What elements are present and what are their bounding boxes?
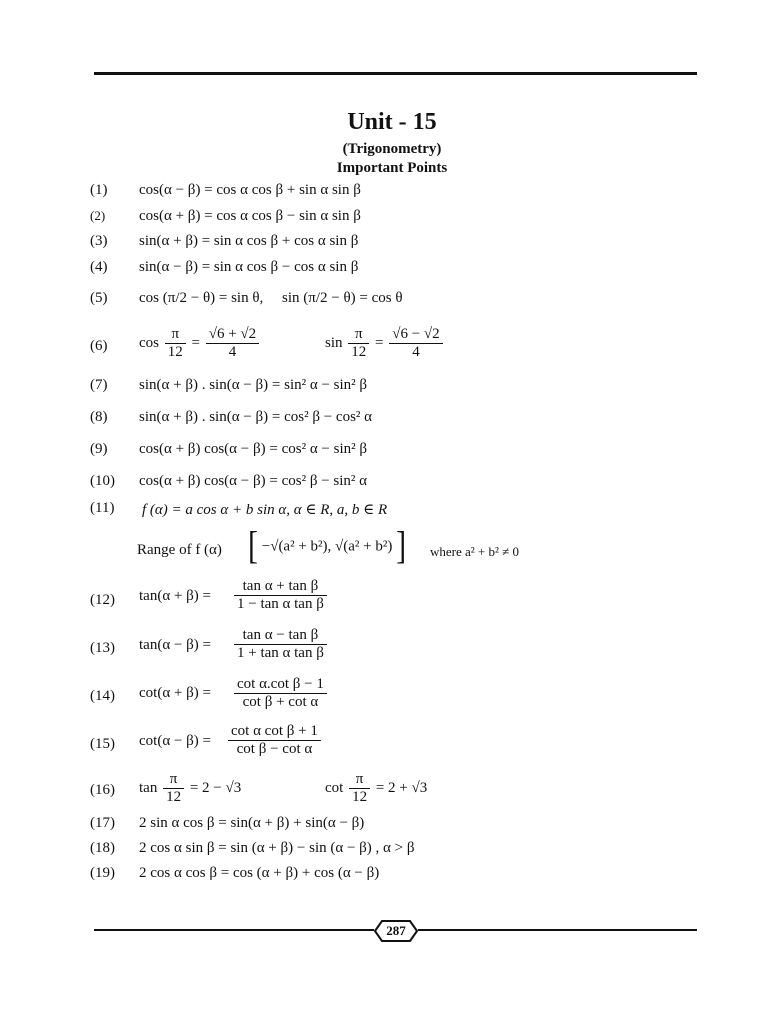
formula-number: (15) (90, 736, 115, 752)
formula-number: (2) (90, 208, 106, 223)
denominator: 12 (166, 789, 182, 805)
fraction (232, 578, 329, 613)
denominator: cot β + cot α (242, 694, 319, 710)
top-rule (94, 72, 697, 75)
formula-number: (11) (90, 500, 115, 516)
denominator: 1 + tan α tan β (237, 645, 324, 661)
formula: cos(α + β) cos(α − β) = cos² α − sin² β (139, 441, 368, 457)
func-name: cos (139, 334, 159, 351)
denominator: 1 − tan α tan β (237, 596, 324, 612)
fraction (163, 771, 184, 806)
result: = 2 + √3 (375, 779, 428, 796)
range-interval (248, 524, 407, 568)
denominator: cot β − cot α (236, 741, 313, 757)
formula-number: (17) (90, 815, 115, 831)
func-name: cot (325, 779, 344, 796)
formula-left: cos (π/2 − θ) = sin θ, (139, 290, 264, 306)
numerator: cot α.cot β − 1 (234, 676, 327, 694)
numerator: π (165, 326, 186, 344)
formula: 2 cos α sin β = sin (α + β) − sin (α − β) , α > β (139, 840, 415, 856)
formula-number: (10) (90, 473, 115, 489)
formula: cos(α − β) = cos α cos β + sin α sin β (139, 182, 361, 198)
func-name: tan (139, 779, 158, 796)
fraction (206, 326, 259, 361)
unit-title: Unit - 15 (347, 109, 437, 135)
numerator: √6 + √2 (206, 326, 259, 344)
footer-rule-left (94, 929, 374, 931)
formula-number: (19) (90, 865, 115, 881)
formula: sin(α − β) = sin α cos β − cos α sin β (139, 259, 359, 275)
formula-number: (5) (90, 290, 108, 306)
range-label: Range of f (α) (137, 542, 222, 558)
numerator: π (163, 771, 184, 789)
formula-number: (4) (90, 259, 108, 275)
func-name: sin (325, 334, 343, 351)
range-condition: where a² + b² ≠ 0 (430, 544, 520, 559)
formula: 2 cos α cos β = cos (α + β) + cos (α − β) (139, 865, 380, 881)
fraction (349, 771, 370, 806)
formula-left: cos $\frac{\pi}{12}$ = $\frac{√6 + √2}{4}$ (139, 326, 261, 361)
formula: cos(α + β) = cos α cos β − sin α sin β (139, 208, 361, 224)
formula-lhs: cot(α − β) = (139, 733, 211, 749)
fraction (389, 326, 442, 361)
section-heading: Important Points (336, 160, 448, 176)
formula-lhs: tan(α − β) = (139, 637, 211, 653)
formula-lhs: tan(α + β) = (139, 588, 211, 604)
formula-number: (3) (90, 233, 108, 249)
denominator: 12 (167, 344, 183, 360)
numerator: tan α − tan β (234, 627, 327, 645)
formula-number: (13) (90, 640, 115, 656)
formula-number: (7) (90, 377, 108, 393)
denominator: 4 (228, 344, 237, 360)
denominator: 12 (351, 344, 367, 360)
formula: cos(α + β) cos(α − β) = cos² β − sin² α (139, 473, 368, 489)
formula-right (325, 771, 427, 806)
formula-number: (14) (90, 688, 115, 704)
numerator: tan α + tan β (234, 578, 327, 596)
formula: sin(α + β) . sin(α − β) = sin² α − sin² β (139, 377, 368, 393)
formula-number: (6) (90, 338, 108, 354)
fraction (165, 326, 186, 361)
formula: sin(α + β) = sin α cos β + cos α sin β (139, 233, 359, 249)
denominator: 4 (412, 344, 420, 360)
result: = 2 − √3 (189, 779, 242, 796)
page-number: 287 (386, 923, 406, 938)
right-bracket: ] (396, 524, 407, 568)
formula: f (α) = a cos α + b sin α, α ∈ R, a, b ∈ R (142, 502, 388, 518)
formula-number: (18) (90, 840, 115, 856)
numerator: √6 − √2 (389, 326, 442, 344)
denominator: 12 (352, 789, 368, 805)
left-bracket: [ (248, 524, 258, 568)
formula: 2 sin α cos β = sin(α + β) + sin(α − β) (139, 815, 365, 831)
range-values: −√(a² + b²), √(a² + b²) (261, 538, 393, 555)
formula-number: (12) (90, 592, 115, 608)
numerator: π (348, 326, 369, 344)
footer-rule-right (418, 929, 697, 931)
fraction (232, 627, 329, 662)
numerator: cot α cot β + 1 (228, 723, 321, 741)
formula-number: (9) (90, 441, 108, 457)
formula-number: (1) (90, 182, 108, 198)
chapter-subtitle: (Trigonometry) (342, 141, 442, 157)
formula-number: (16) (90, 782, 115, 798)
formula: sin(α + β) . sin(α − β) = cos² β − cos² α (139, 409, 373, 425)
numerator: π (349, 771, 370, 789)
formula-number: (8) (90, 409, 108, 425)
fraction (348, 326, 369, 361)
formula-lhs: cot(α + β) = (139, 685, 211, 701)
fraction (226, 723, 323, 758)
fraction (232, 676, 329, 711)
formula-right: sin $\frac{\pi}{12}$ = $\frac{√6 - √2}{4}$ (325, 326, 445, 361)
formula-right: sin (π/2 − θ) = cos θ (282, 290, 403, 306)
formula-left (139, 771, 241, 806)
